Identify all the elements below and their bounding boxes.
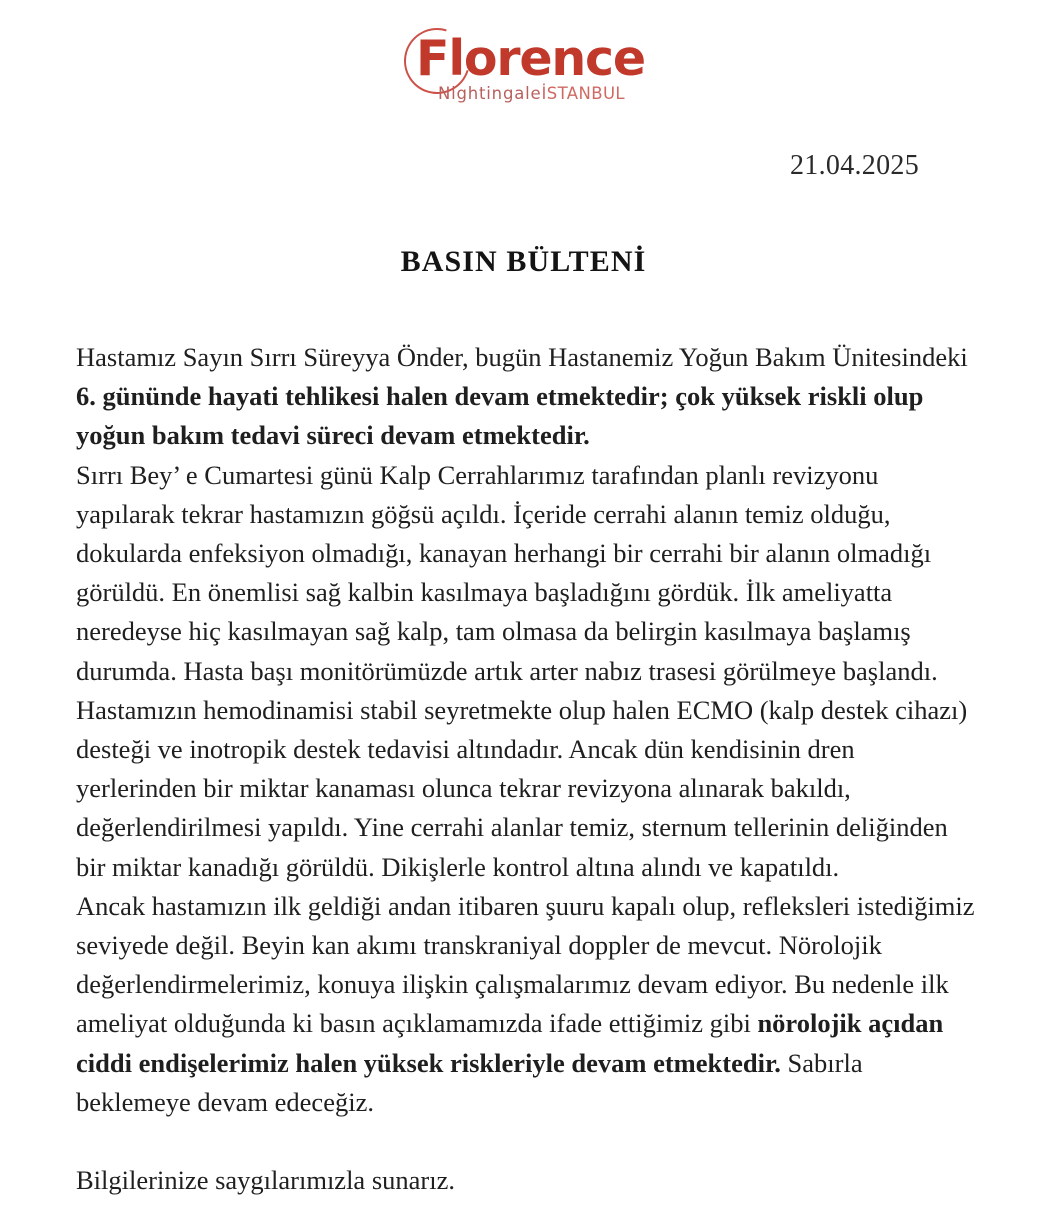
document-date: 21.04.2025: [790, 150, 919, 181]
logo-wordmark: Florence: [416, 30, 645, 87]
hospital-logo: [0, 30, 1047, 104]
document-body: [76, 338, 976, 1200]
paragraph-2-run-1: Sırrı Bey’ e Cumartesi günü Kalp Cerrahlarımız tarafından planlı revizyonu yapılarak tekrar hastamızın göğsü açıldı. İçeride cerrahi alanın temiz olduğu, dokularda enfeksiyon olmadığı, kanayan herhangi bir cerrahi bir alanın olmadığı görüldü. En önemlisi sağ kalbin kasılmaya başladığını gördük. İlk ameliyatta neredeyse hiç kasılmayan sağ kalp, tam olmasa da belirgin kasılmaya başlamış durumda. Hasta başı monitörümüzde artık arter nabız trasesi görülmeye başlandı. Hastamızın hemodinamisi stabil seyretmekte olup halen ECMO (kalp destek cihazı) desteği ve inotropik destek tedavisi altındadır. Ancak dün kendisinin dren yerlerinden bir miktar kanaması olunca tekrar revizyona alınarak bakıldı, değerlendirilmesi yapıldı. Yine cerrahi alanlar temiz, sternum tellerinin deliğinden bir miktar kanadığı görüldü. Dikişlerle kontrol altına alındı ve kapatıldı.: [76, 459, 968, 882]
logo-subtitle: [402, 86, 645, 103]
page-title: BASIN BÜLTENİ: [400, 245, 647, 278]
paragraph-3-run-1: Ancak hastamızın ilk geldiği andan itibaren şuuru kapalı olup, refleksleri istediğimiz seviyede değil. Beyin kan akımı transkraniyal doppler de mevcut. Nörolojik değerlendirmelerimiz, konuya ilişkin çalışmalarımız devam ediyor. Bu nedenle ilk ameliyat olduğunda ki basın açıklamamızda ifade ettiğimiz gibi: [76, 890, 975, 1039]
paragraph-3-run-2: nörolojik açıdan ciddi endişelerimiz halen yüksek riskleriyle devam etmektedir.: [76, 1008, 944, 1078]
logo-inner: [400, 30, 647, 103]
paragraph-1-run-2: 6. gününde hayati tehlikesi halen devam etmektedir; çok yüksek riskli olup yoğun bakım tedavi süreci devam etmektedir.: [76, 381, 924, 451]
paragraph-2: [76, 456, 976, 887]
logo-subtitle-istanbul: İSTANBUL: [541, 84, 626, 103]
paragraph-4-run-1: Bilgilerinize saygılarımızla sunarız.: [76, 1165, 455, 1196]
paragraph-1: [76, 338, 976, 456]
logo-subtitle-nightingale: Nightingale: [437, 84, 542, 103]
paragraph-1-run-1: Hastamız Sayın Sırrı Süreyya Önder, bugün Hastanemiz Yoğun Bakım Ünitesindeki: [76, 342, 968, 372]
paragraph-3: [76, 887, 976, 1122]
paragraph-3-run-3: Sabırla beklemeye devam edeceğiz.: [76, 1047, 863, 1117]
paragraph-4: [76, 1161, 976, 1200]
